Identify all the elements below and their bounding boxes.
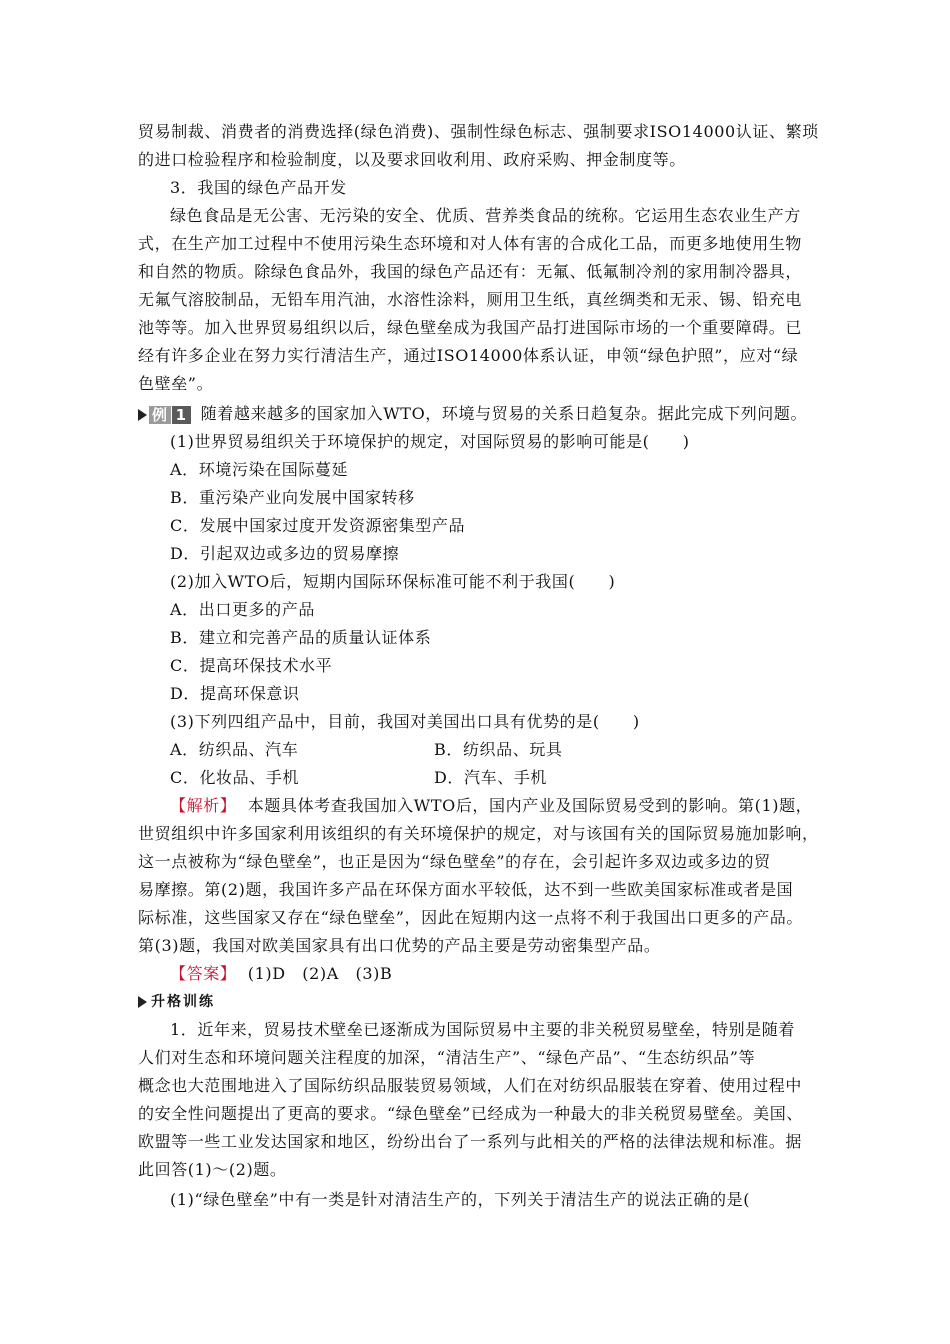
training-line-1: 1．近年来，贸易技术壁垒已逐渐成为国际贸易中主要的非关税贸易壁垒，特别是随着 <box>170 1020 795 1039</box>
training-line-4: 的安全性问题提出了更高的要求。“绿色壁垒”已经成为一种最大的非关税贸易壁垒。美国、 <box>138 1104 803 1123</box>
section-para-line-4: 无氟气溶胶制品，无铅车用汽油，水溶性涂料，厕用卫生纸，真丝绸类和无汞、锡、铅充电 <box>138 290 803 309</box>
training-line-3: 概念也大范围地进入了国际纺织品服装贸易领域，人们在对纺织品服装在穿着、使用过程中 <box>138 1076 803 1095</box>
analysis-line-3: 这一点被称为“绿色壁垒”，也正是因为“绿色壁垒”的存在，会引起许多双边或多边的贸 <box>138 852 771 871</box>
example-badge-word: 例 <box>149 406 171 424</box>
analysis-label: 【解析】 <box>170 796 237 815</box>
analysis-line-2: 世贸组织中许多国家利用该组织的有关环境保护的规定，对与该国有关的国际贸易施加影响， <box>138 824 819 843</box>
section-para-line-1: 绿色食品是无公害、无污染的安全、优质、营养类食品的统称。它运用生态农业生产方 <box>170 206 801 225</box>
q3-option-b: B．纺织品、玩具 <box>434 740 563 759</box>
q2-option-a: A．出口更多的产品 <box>170 600 315 619</box>
analysis-first-text: 本题具体考查我国加入WTO后，国内产业及国际贸易受到的影响。第(1)题， <box>247 796 813 815</box>
training-line-2: 人们对生态和环境问题关注程度的加深，“清洁生产”、“绿色产品”、“生态纺织品”等 <box>138 1048 756 1067</box>
q2-option-c: C．提高环保技术水平 <box>170 656 333 675</box>
analysis-first-line <box>170 792 812 820</box>
training-line-5: 欧盟等一些工业发达国家和地区，纷纷出台了一系列与此相关的严格的法律法规和标准。据 <box>138 1132 803 1151</box>
training-title: 升格训练 <box>151 994 215 1010</box>
question-3: (3)下列四组产品中，目前，我国对美国出口具有优势的是( ) <box>170 712 640 731</box>
section-para-line-5: 池等等。加入世界贸易组织以后，绿色壁垒成为我国产品打进国际市场的一个重要障碍。已 <box>138 318 803 337</box>
training-line-6: 此回答(1)～(2)题。 <box>138 1160 287 1179</box>
example-stem: 随着越来越多的国家加入WTO，环境与贸易的关系日趋复杂。据此完成下列问题。 <box>200 404 808 423</box>
q1-option-c: C．发展中国家过度开发资源密集型产品 <box>170 516 466 535</box>
example-stem-line <box>138 400 807 429</box>
section-para-line-3: 和自然的物质。除绿色食品外，我国的绿色产品还有：无氟、低氟制冷剂的家用制冷器具， <box>138 262 803 281</box>
analysis-line-6: 第(3)题，我国对欧美国家具有出口优势的产品主要是劳动密集型产品。 <box>138 936 661 955</box>
q1-option-a: A．环境污染在国际蔓延 <box>170 460 349 479</box>
q1-option-b: B．重污染产业向发展中国家转移 <box>170 488 415 507</box>
q3-option-c: C．化妆品、手机 <box>170 768 300 787</box>
intro-line-1: 贸易制裁、消费者的消费选择(绿色消费)、强制性绿色标志、强制要求ISO14000认证、繁琐 <box>138 122 819 141</box>
q3-option-a: A．纺织品、汽车 <box>170 740 299 759</box>
question-1: (1)世界贸易组织关于环境保护的规定，对国际贸易的影响可能是( ) <box>170 432 690 451</box>
answer-text: (1)D (2)A (3)B <box>247 964 393 983</box>
q3-option-d: D．汽车、手机 <box>434 768 548 787</box>
q2-option-d: D．提高环保意识 <box>170 684 300 703</box>
answer-line <box>170 960 392 988</box>
section-heading: 3．我国的绿色产品开发 <box>170 178 347 197</box>
question-2: (2)加入WTO后，短期内国际环保标准可能不利于我国( ) <box>170 572 616 591</box>
q2-option-b: B．建立和完善产品的质量认证体系 <box>170 628 432 647</box>
analysis-line-5: 际标准，这些国家又存在“绿色壁垒”，因此在短期内这一点将不利于我国出口更多的产品。 <box>138 908 803 927</box>
training-heading <box>138 988 215 1016</box>
example-badge <box>138 400 191 429</box>
intro-line-2: 的进口检验程序和检验制度，以及要求回收利用、政府采购、押金制度等。 <box>138 150 686 169</box>
section-para-line-7: 色壁垒”。 <box>138 374 214 393</box>
q1-option-d: D．引起双边或多边的贸易摩擦 <box>170 544 400 563</box>
triangle-icon <box>138 996 147 1008</box>
section-para-line-2: 式，在生产加工过程中不使用污染生态环境和对人体有害的合成化工品，而更多地使用生物 <box>138 234 803 253</box>
triangle-icon <box>138 409 147 421</box>
analysis-line-4: 易摩擦。第(2)题，我国许多产品在环保方面水平较低，达不到一些欧美国家标准或者是国 <box>138 880 794 899</box>
training-question-1: (1)“绿色壁垒”中有一类是针对清洁生产的，下列关于清洁生产的说法正确的是( <box>170 1190 751 1209</box>
section-para-line-6: 经有许多企业在努力实行清洁生产，通过ISO14000体系认证，申领“绿色护照”，应对“绿 <box>138 346 799 365</box>
answer-label: 【答案】 <box>170 964 237 983</box>
example-badge-number: 1 <box>172 406 191 424</box>
